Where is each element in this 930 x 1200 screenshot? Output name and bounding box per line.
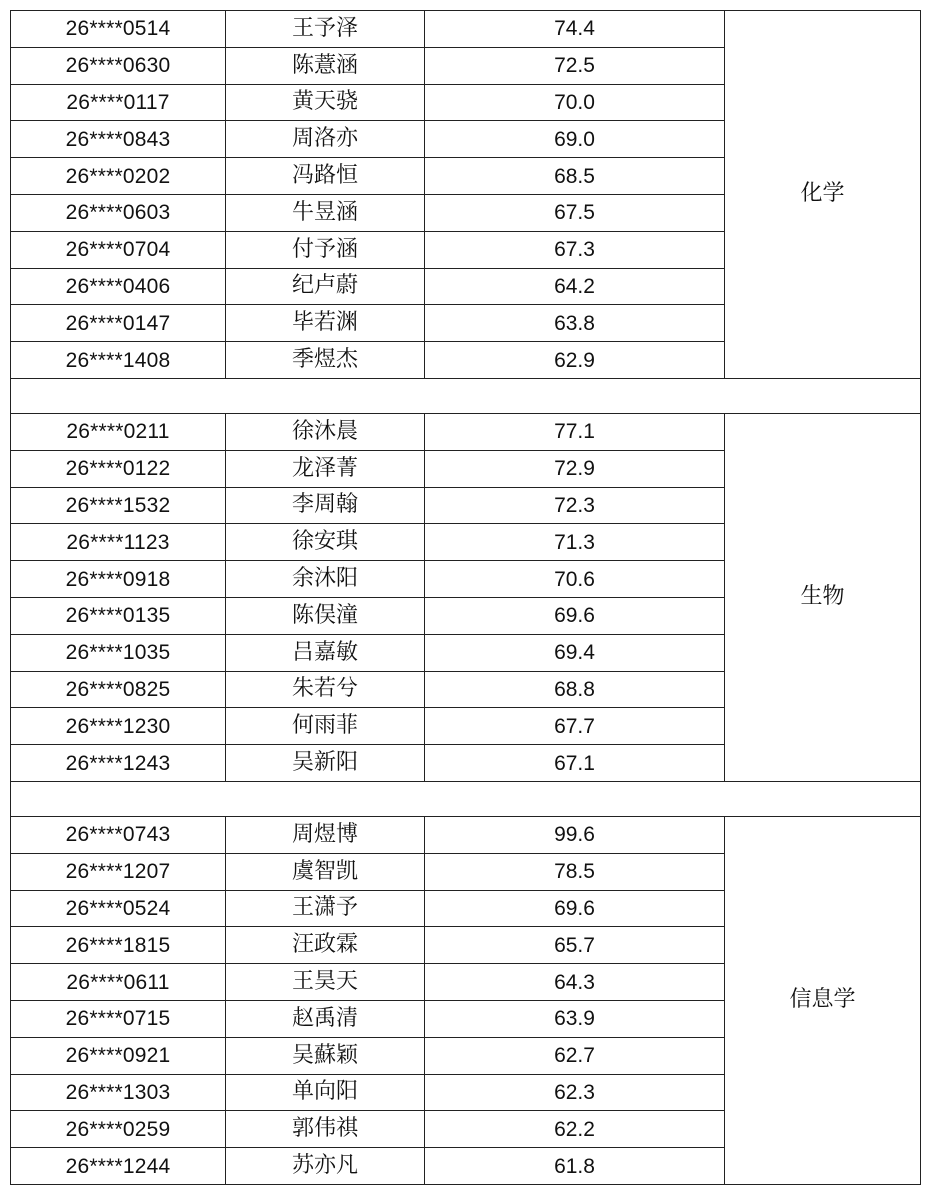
student-id-cell: 26****0603 [11,194,226,231]
score-cell: 62.2 [425,1111,725,1148]
student-id-cell: 26****1035 [11,634,226,671]
student-id-cell: 26****0147 [11,305,226,342]
student-name-cell: 余沐阳 [226,561,425,598]
student-name-cell: 苏亦凡 [226,1148,425,1185]
student-id-cell: 26****1244 [11,1148,226,1185]
score-cell: 67.3 [425,231,725,268]
score-cell: 72.9 [425,450,725,487]
spacer-cell [226,378,425,413]
score-cell: 68.8 [425,671,725,708]
subject-cell: 信息学 [725,816,921,1184]
group-spacer-row [11,781,921,816]
student-id-cell: 26****1532 [11,487,226,524]
score-cell: 72.5 [425,47,725,84]
table-row [11,413,921,450]
score-cell: 62.3 [425,1074,725,1111]
student-id-cell: 26****1230 [11,708,226,745]
score-cell: 71.3 [425,524,725,561]
student-name-cell: 赵禹清 [226,1000,425,1037]
student-id-cell: 26****0514 [11,11,226,48]
student-name-cell: 吕嘉敏 [226,634,425,671]
score-cell: 63.9 [425,1000,725,1037]
score-cell: 99.6 [425,816,725,853]
student-name-cell: 陈薏涵 [226,47,425,84]
spacer-cell [425,378,725,413]
spacer-cell [226,781,425,816]
spacer-cell [11,378,226,413]
student-id-cell: 26****1303 [11,1074,226,1111]
student-id-cell: 26****0921 [11,1037,226,1074]
student-name-cell: 徐安琪 [226,524,425,561]
spacer-cell [725,378,921,413]
student-name-cell: 王予泽 [226,11,425,48]
student-id-cell: 26****0704 [11,231,226,268]
student-id-cell: 26****0211 [11,413,226,450]
student-name-cell: 付予涵 [226,231,425,268]
score-cell: 63.8 [425,305,725,342]
score-cell: 61.8 [425,1148,725,1185]
score-cell: 70.6 [425,561,725,598]
student-id-cell: 26****1815 [11,927,226,964]
score-cell: 69.4 [425,634,725,671]
results-table-body [11,11,921,1185]
student-id-cell: 26****0135 [11,597,226,634]
student-name-cell: 徐沐晨 [226,413,425,450]
score-cell: 69.6 [425,890,725,927]
student-name-cell: 汪政霖 [226,927,425,964]
student-id-cell: 26****1123 [11,524,226,561]
student-name-cell: 纪卢蔚 [226,268,425,305]
spacer-cell [425,781,725,816]
student-name-cell: 王潇予 [226,890,425,927]
student-name-cell: 单向阳 [226,1074,425,1111]
student-id-cell: 26****0843 [11,121,226,158]
group-spacer-row [11,378,921,413]
student-name-cell: 朱若兮 [226,671,425,708]
student-id-cell: 26****1408 [11,342,226,379]
student-id-cell: 26****0918 [11,561,226,598]
score-cell: 67.5 [425,194,725,231]
score-cell: 69.0 [425,121,725,158]
score-cell: 77.1 [425,413,725,450]
student-name-cell: 冯路恒 [226,158,425,195]
table-row [11,816,921,853]
student-id-cell: 26****0259 [11,1111,226,1148]
student-id-cell: 26****0202 [11,158,226,195]
student-id-cell: 26****0524 [11,890,226,927]
score-cell: 62.7 [425,1037,725,1074]
student-name-cell: 毕若渊 [226,305,425,342]
student-name-cell: 吴新阳 [226,745,425,782]
score-cell: 65.7 [425,927,725,964]
student-id-cell: 26****0825 [11,671,226,708]
student-id-cell: 26****1243 [11,745,226,782]
student-name-cell: 王昊天 [226,964,425,1001]
student-name-cell: 郭伟祺 [226,1111,425,1148]
student-name-cell: 虞智凯 [226,853,425,890]
student-id-cell: 26****0743 [11,816,226,853]
student-name-cell: 周洛亦 [226,121,425,158]
student-name-cell: 吴蘇颖 [226,1037,425,1074]
score-cell: 62.9 [425,342,725,379]
results-document [10,10,920,1185]
student-name-cell: 季煜杰 [226,342,425,379]
results-table [10,10,921,1185]
score-cell: 67.1 [425,745,725,782]
score-cell: 67.7 [425,708,725,745]
student-name-cell: 陈俣潼 [226,597,425,634]
student-name-cell: 龙泽菁 [226,450,425,487]
student-id-cell: 26****0630 [11,47,226,84]
student-name-cell: 周煜博 [226,816,425,853]
student-name-cell: 牛昱涵 [226,194,425,231]
score-cell: 70.0 [425,84,725,121]
score-cell: 72.3 [425,487,725,524]
student-id-cell: 26****0406 [11,268,226,305]
score-cell: 74.4 [425,11,725,48]
score-cell: 64.3 [425,964,725,1001]
student-id-cell: 26****1207 [11,853,226,890]
student-name-cell: 何雨菲 [226,708,425,745]
student-id-cell: 26****0715 [11,1000,226,1037]
score-cell: 68.5 [425,158,725,195]
student-id-cell: 26****0122 [11,450,226,487]
student-name-cell: 李周翰 [226,487,425,524]
spacer-cell [11,781,226,816]
spacer-cell [725,781,921,816]
student-id-cell: 26****0611 [11,964,226,1001]
student-id-cell: 26****0117 [11,84,226,121]
score-cell: 78.5 [425,853,725,890]
student-name-cell: 黄天骁 [226,84,425,121]
subject-cell: 化学 [725,11,921,379]
table-row [11,11,921,48]
subject-cell: 生物 [725,413,921,781]
score-cell: 69.6 [425,597,725,634]
score-cell: 64.2 [425,268,725,305]
